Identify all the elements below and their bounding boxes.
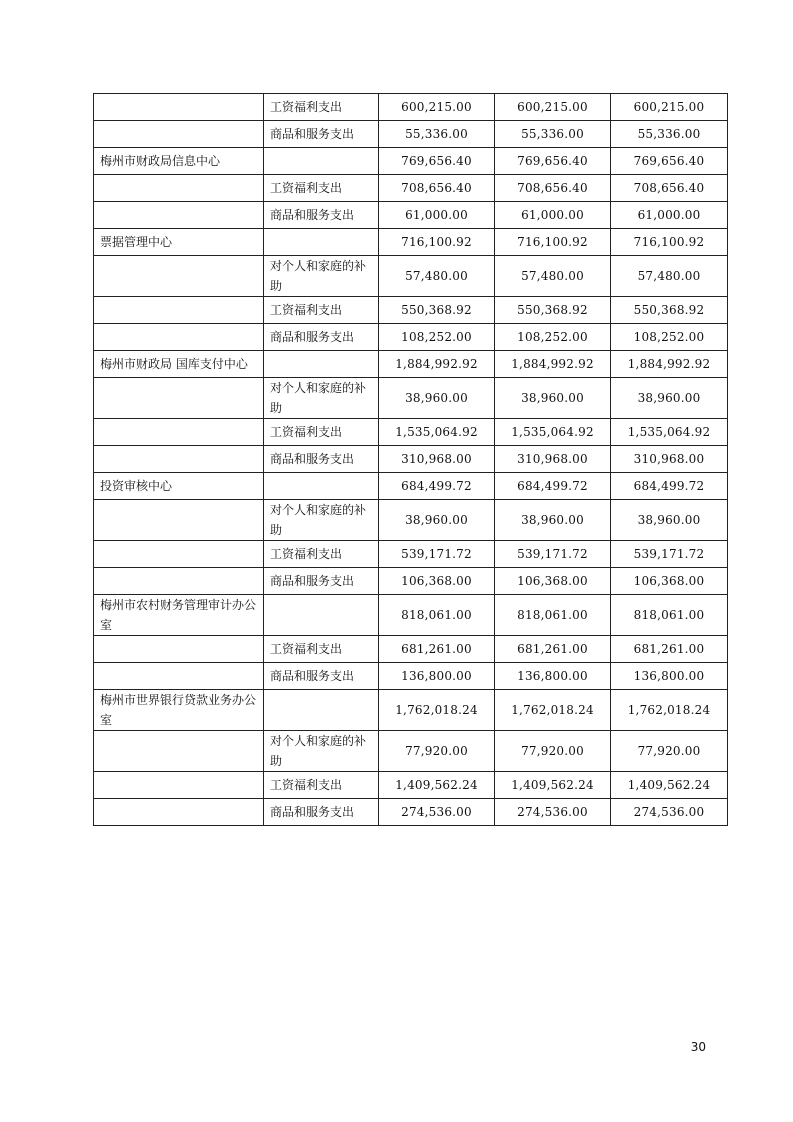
amount-cell: 681,261.00 (379, 636, 495, 663)
amount-cell: 769,656.40 (379, 148, 495, 175)
amount-cell: 77,920.00 (611, 731, 728, 772)
unit-cell (94, 636, 264, 663)
amount-cell: 550,368.92 (611, 297, 728, 324)
unit-cell: 投资审核中心 (94, 473, 264, 500)
amount-cell: 681,261.00 (611, 636, 728, 663)
unit-cell (94, 175, 264, 202)
table-row (94, 446, 728, 473)
item-cell: 工资福利支出 (264, 94, 379, 121)
item-cell: 工资福利支出 (264, 297, 379, 324)
unit-cell (94, 663, 264, 690)
table-row (94, 772, 728, 799)
amount-cell: 108,252.00 (495, 324, 611, 351)
unit-cell (94, 256, 264, 297)
amount-cell: 108,252.00 (379, 324, 495, 351)
table-row (94, 121, 728, 148)
amount-cell: 716,100.92 (379, 229, 495, 256)
table-row (94, 419, 728, 446)
table-row (94, 378, 728, 419)
amount-cell: 1,409,562.24 (611, 772, 728, 799)
amount-cell: 600,215.00 (379, 94, 495, 121)
amount-cell: 1,409,562.24 (379, 772, 495, 799)
item-cell (264, 148, 379, 175)
unit-cell: 梅州市农村财务管理审计办公室 (94, 595, 264, 636)
amount-cell: 708,656.40 (495, 175, 611, 202)
amount-cell: 38,960.00 (379, 500, 495, 541)
amount-cell: 38,960.00 (379, 378, 495, 419)
amount-cell: 106,368.00 (495, 568, 611, 595)
item-cell: 商品和服务支出 (264, 663, 379, 690)
unit-cell (94, 324, 264, 351)
item-cell: 工资福利支出 (264, 175, 379, 202)
item-cell: 工资福利支出 (264, 419, 379, 446)
table-row (94, 256, 728, 297)
amount-cell: 57,480.00 (495, 256, 611, 297)
amount-cell: 106,368.00 (379, 568, 495, 595)
unit-cell: 梅州市财政局信息中心 (94, 148, 264, 175)
table-row (94, 663, 728, 690)
unit-cell (94, 94, 264, 121)
amount-cell: 1,409,562.24 (495, 772, 611, 799)
table-row (94, 636, 728, 663)
amount-cell: 818,061.00 (495, 595, 611, 636)
unit-cell (94, 568, 264, 595)
amount-cell: 539,171.72 (379, 541, 495, 568)
item-cell: 工资福利支出 (264, 541, 379, 568)
amount-cell: 274,536.00 (611, 799, 728, 826)
item-cell: 商品和服务支出 (264, 202, 379, 229)
amount-cell: 61,000.00 (495, 202, 611, 229)
amount-cell: 708,656.40 (611, 175, 728, 202)
table-row (94, 94, 728, 121)
item-cell: 工资福利支出 (264, 636, 379, 663)
amount-cell: 769,656.40 (495, 148, 611, 175)
unit-cell: 票据管理中心 (94, 229, 264, 256)
amount-cell: 1,762,018.24 (611, 690, 728, 731)
amount-cell: 1,884,992.92 (611, 351, 728, 378)
item-cell: 商品和服务支出 (264, 121, 379, 148)
item-cell: 工资福利支出 (264, 772, 379, 799)
page-number: 30 (690, 1040, 706, 1054)
amount-cell: 600,215.00 (611, 94, 728, 121)
item-cell: 商品和服务支出 (264, 324, 379, 351)
amount-cell: 136,800.00 (611, 663, 728, 690)
amount-cell: 684,499.72 (495, 473, 611, 500)
unit-cell (94, 731, 264, 772)
amount-cell: 539,171.72 (611, 541, 728, 568)
table-row (94, 297, 728, 324)
amount-cell: 55,336.00 (379, 121, 495, 148)
table-row (94, 229, 728, 256)
table-row (94, 595, 728, 636)
table-row (94, 568, 728, 595)
amount-cell: 55,336.00 (495, 121, 611, 148)
amount-cell: 1,535,064.92 (495, 419, 611, 446)
amount-cell: 38,960.00 (611, 500, 728, 541)
unit-cell (94, 121, 264, 148)
unit-cell (94, 419, 264, 446)
amount-cell: 77,920.00 (495, 731, 611, 772)
amount-cell: 708,656.40 (379, 175, 495, 202)
amount-cell: 108,252.00 (611, 324, 728, 351)
item-cell (264, 473, 379, 500)
table-row (94, 500, 728, 541)
table-row (94, 148, 728, 175)
item-cell (264, 229, 379, 256)
unit-cell (94, 799, 264, 826)
amount-cell: 716,100.92 (611, 229, 728, 256)
amount-cell: 550,368.92 (495, 297, 611, 324)
amount-cell: 684,499.72 (611, 473, 728, 500)
amount-cell: 681,261.00 (495, 636, 611, 663)
amount-cell: 1,535,064.92 (611, 419, 728, 446)
amount-cell: 539,171.72 (495, 541, 611, 568)
unit-cell (94, 378, 264, 419)
amount-cell: 61,000.00 (379, 202, 495, 229)
amount-cell: 310,968.00 (379, 446, 495, 473)
unit-cell (94, 500, 264, 541)
amount-cell: 106,368.00 (611, 568, 728, 595)
amount-cell: 77,920.00 (379, 731, 495, 772)
amount-cell: 274,536.00 (495, 799, 611, 826)
amount-cell: 818,061.00 (611, 595, 728, 636)
amount-cell: 55,336.00 (611, 121, 728, 148)
item-cell: 对个人和家庭的补助 (264, 256, 379, 297)
amount-cell: 274,536.00 (379, 799, 495, 826)
amount-cell: 1,762,018.24 (495, 690, 611, 731)
table-row (94, 324, 728, 351)
item-cell (264, 595, 379, 636)
amount-cell: 57,480.00 (611, 256, 728, 297)
budget-table (93, 93, 728, 826)
amount-cell: 57,480.00 (379, 256, 495, 297)
amount-cell: 1,535,064.92 (379, 419, 495, 446)
unit-cell: 梅州市世界银行贷款业务办公室 (94, 690, 264, 731)
amount-cell: 1,884,992.92 (379, 351, 495, 378)
amount-cell: 716,100.92 (495, 229, 611, 256)
unit-cell (94, 297, 264, 324)
item-cell (264, 690, 379, 731)
amount-cell: 818,061.00 (379, 595, 495, 636)
amount-cell: 38,960.00 (495, 378, 611, 419)
table-row (94, 175, 728, 202)
item-cell: 商品和服务支出 (264, 799, 379, 826)
unit-cell (94, 541, 264, 568)
amount-cell: 600,215.00 (495, 94, 611, 121)
table-row (94, 202, 728, 229)
amount-cell: 38,960.00 (495, 500, 611, 541)
unit-cell (94, 446, 264, 473)
amount-cell: 136,800.00 (495, 663, 611, 690)
amount-cell: 310,968.00 (495, 446, 611, 473)
table-row (94, 731, 728, 772)
amount-cell: 1,762,018.24 (379, 690, 495, 731)
item-cell: 对个人和家庭的补助 (264, 731, 379, 772)
item-cell: 对个人和家庭的补助 (264, 378, 379, 419)
item-cell: 商品和服务支出 (264, 446, 379, 473)
amount-cell: 136,800.00 (379, 663, 495, 690)
item-cell (264, 351, 379, 378)
item-cell: 对个人和家庭的补助 (264, 500, 379, 541)
table-row (94, 473, 728, 500)
amount-cell: 310,968.00 (611, 446, 728, 473)
table-row (94, 799, 728, 826)
unit-cell (94, 202, 264, 229)
amount-cell: 550,368.92 (379, 297, 495, 324)
amount-cell: 1,884,992.92 (495, 351, 611, 378)
table-row (94, 351, 728, 378)
amount-cell: 769,656.40 (611, 148, 728, 175)
unit-cell: 梅州市财政局 国库支付中心 (94, 351, 264, 378)
amount-cell: 38,960.00 (611, 378, 728, 419)
unit-cell (94, 772, 264, 799)
amount-cell: 684,499.72 (379, 473, 495, 500)
table-row (94, 541, 728, 568)
amount-cell: 61,000.00 (611, 202, 728, 229)
table-row (94, 690, 728, 731)
item-cell: 商品和服务支出 (264, 568, 379, 595)
